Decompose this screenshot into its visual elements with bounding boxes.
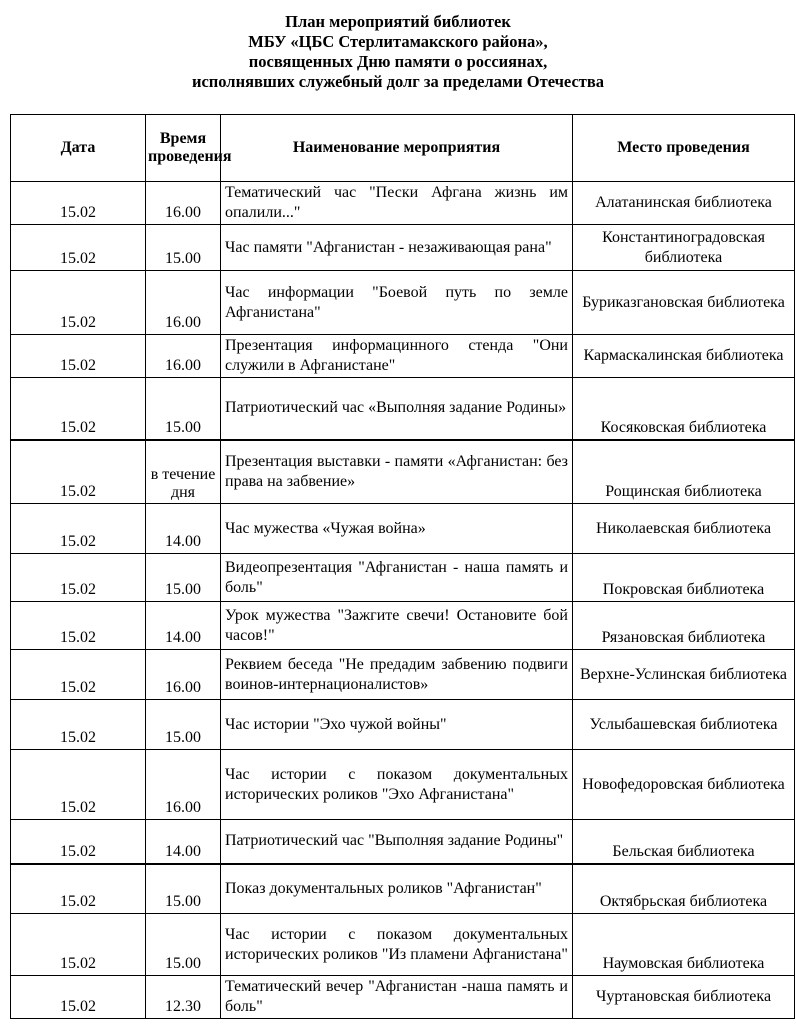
row-time: 16.00 [146,750,221,820]
table-row [11,650,795,700]
row-event-name: Реквием беседа "Не предадим забвению подвиги воинов-интернационалистов» [221,650,573,700]
row-time: 14.00 [146,504,221,554]
row-place: Буриказгановская библиотека [573,271,795,335]
row-event-name: Урок мужества "Зажгите свечи! Остановите бой часов!" [221,602,573,650]
row-date: 15.02 [11,225,146,271]
row-time: 14.00 [146,602,221,650]
row-date: 15.02 [11,271,146,335]
row-event-name: Час информации "Боевой путь по земле Афганистана" [221,271,573,335]
row-date: 15.02 [11,378,146,440]
row-event-name: Патриотический час «Выполняя задание Родины» [221,378,573,440]
row-date: 15.02 [11,750,146,820]
row-place: Алатанинская библиотека [573,182,795,225]
row-time: 15.00 [146,554,221,602]
row-event-name: Час мужества «Чужая война» [221,504,573,554]
row-time: 15.00 [146,864,221,914]
row-place: Октябрьская библиотека [573,864,795,914]
row-place: Покровская библиотека [573,554,795,602]
events-table [10,114,795,1019]
row-time: 15.00 [146,700,221,750]
row-date: 15.02 [11,914,146,976]
table-row [11,976,795,1019]
header-name: Наименование мероприятия [221,115,573,182]
row-place: Рощинская библиотека [573,440,795,504]
table-row [11,820,795,864]
row-date: 15.02 [11,504,146,554]
row-date: 15.02 [11,182,146,225]
row-place: Рязановская библиотека [573,602,795,650]
row-event-name: Час памяти "Афганистан - незаживающая рана" [221,225,573,271]
row-date: 15.02 [11,820,146,864]
table-row [11,335,795,378]
table-row [11,602,795,650]
title-line-4: исполнявших служебный долг за пределами Отечества [191,72,605,91]
row-time: 16.00 [146,335,221,378]
table-row [11,504,795,554]
title-line-3: посвященных Дню памяти о россиянах, [248,52,548,71]
row-time: 15.00 [146,914,221,976]
table-row [11,271,795,335]
title-line-2: МБУ «ЦБС Стерлитамакского района», [248,32,548,51]
title-line-1: План мероприятий библиотек [285,12,511,31]
row-date: 15.02 [11,864,146,914]
table-row [11,225,795,271]
row-place: Косяковская библиотека [573,378,795,440]
table-row [11,700,795,750]
row-date: 15.02 [11,335,146,378]
row-time: 12.30 [146,976,221,1019]
row-event-name: Час истории с показом документальных исторических роликов "Из пламени Афганистана" [221,914,573,976]
table-row [11,864,795,914]
row-date: 15.02 [11,554,146,602]
row-event-name: Видеопрезентация "Афганистан - наша память и боль" [221,554,573,602]
row-event-name: Патриотический час "Выполняя задание Родины" [221,820,573,864]
row-event-name: Презентация информацинного стенда "Они служили в Афганистане" [221,335,573,378]
table-row [11,378,795,440]
row-date: 15.02 [11,976,146,1019]
row-place: Верхне-Услинская библиотека [573,650,795,700]
row-place: Константиноградовская библиотека [573,225,795,271]
row-place: Чуртановская библиотека [573,976,795,1019]
table-row [11,182,795,225]
row-time: 15.00 [146,225,221,271]
row-time: 16.00 [146,182,221,225]
row-event-name: Презентация выставки - памяти «Афганистан: без права на забвение» [221,440,573,504]
row-place: Услыбашевская библиотека [573,700,795,750]
row-time: 16.00 [146,650,221,700]
row-date: 15.02 [11,650,146,700]
table-row [11,440,795,504]
row-event-name: Тематический час "Пески Афгана жизнь им опалили..." [221,182,573,225]
row-time: 14.00 [146,820,221,864]
document-title [0,0,796,92]
table-row [11,750,795,820]
row-time: в течение дня [146,440,221,504]
row-place: Бельская библиотека [573,820,795,864]
row-date: 15.02 [11,440,146,504]
row-event-name: Час истории с показом документальных исторических роликов "Эхо Афганистана" [221,750,573,820]
row-place: Новофедоровская библиотека [573,750,795,820]
header-time: Время проведения [146,115,221,182]
row-date: 15.02 [11,602,146,650]
row-event-name: Показ документальных роликов "Афганистан" [221,864,573,914]
row-date: 15.02 [11,700,146,750]
row-time: 15.00 [146,378,221,440]
row-place: Наумовская библиотека [573,914,795,976]
header-date: Дата [11,115,146,182]
table-row [11,554,795,602]
table-header-row [11,115,795,182]
row-event-name: Тематический вечер "Афганистан -наша память и боль" [221,976,573,1019]
row-place: Кармаскалинская библиотека [573,335,795,378]
row-event-name: Час истории "Эхо чужой войны" [221,700,573,750]
header-place: Место проведения [573,115,795,182]
row-time: 16.00 [146,271,221,335]
row-place: Николаевская библиотека [573,504,795,554]
table-row [11,914,795,976]
